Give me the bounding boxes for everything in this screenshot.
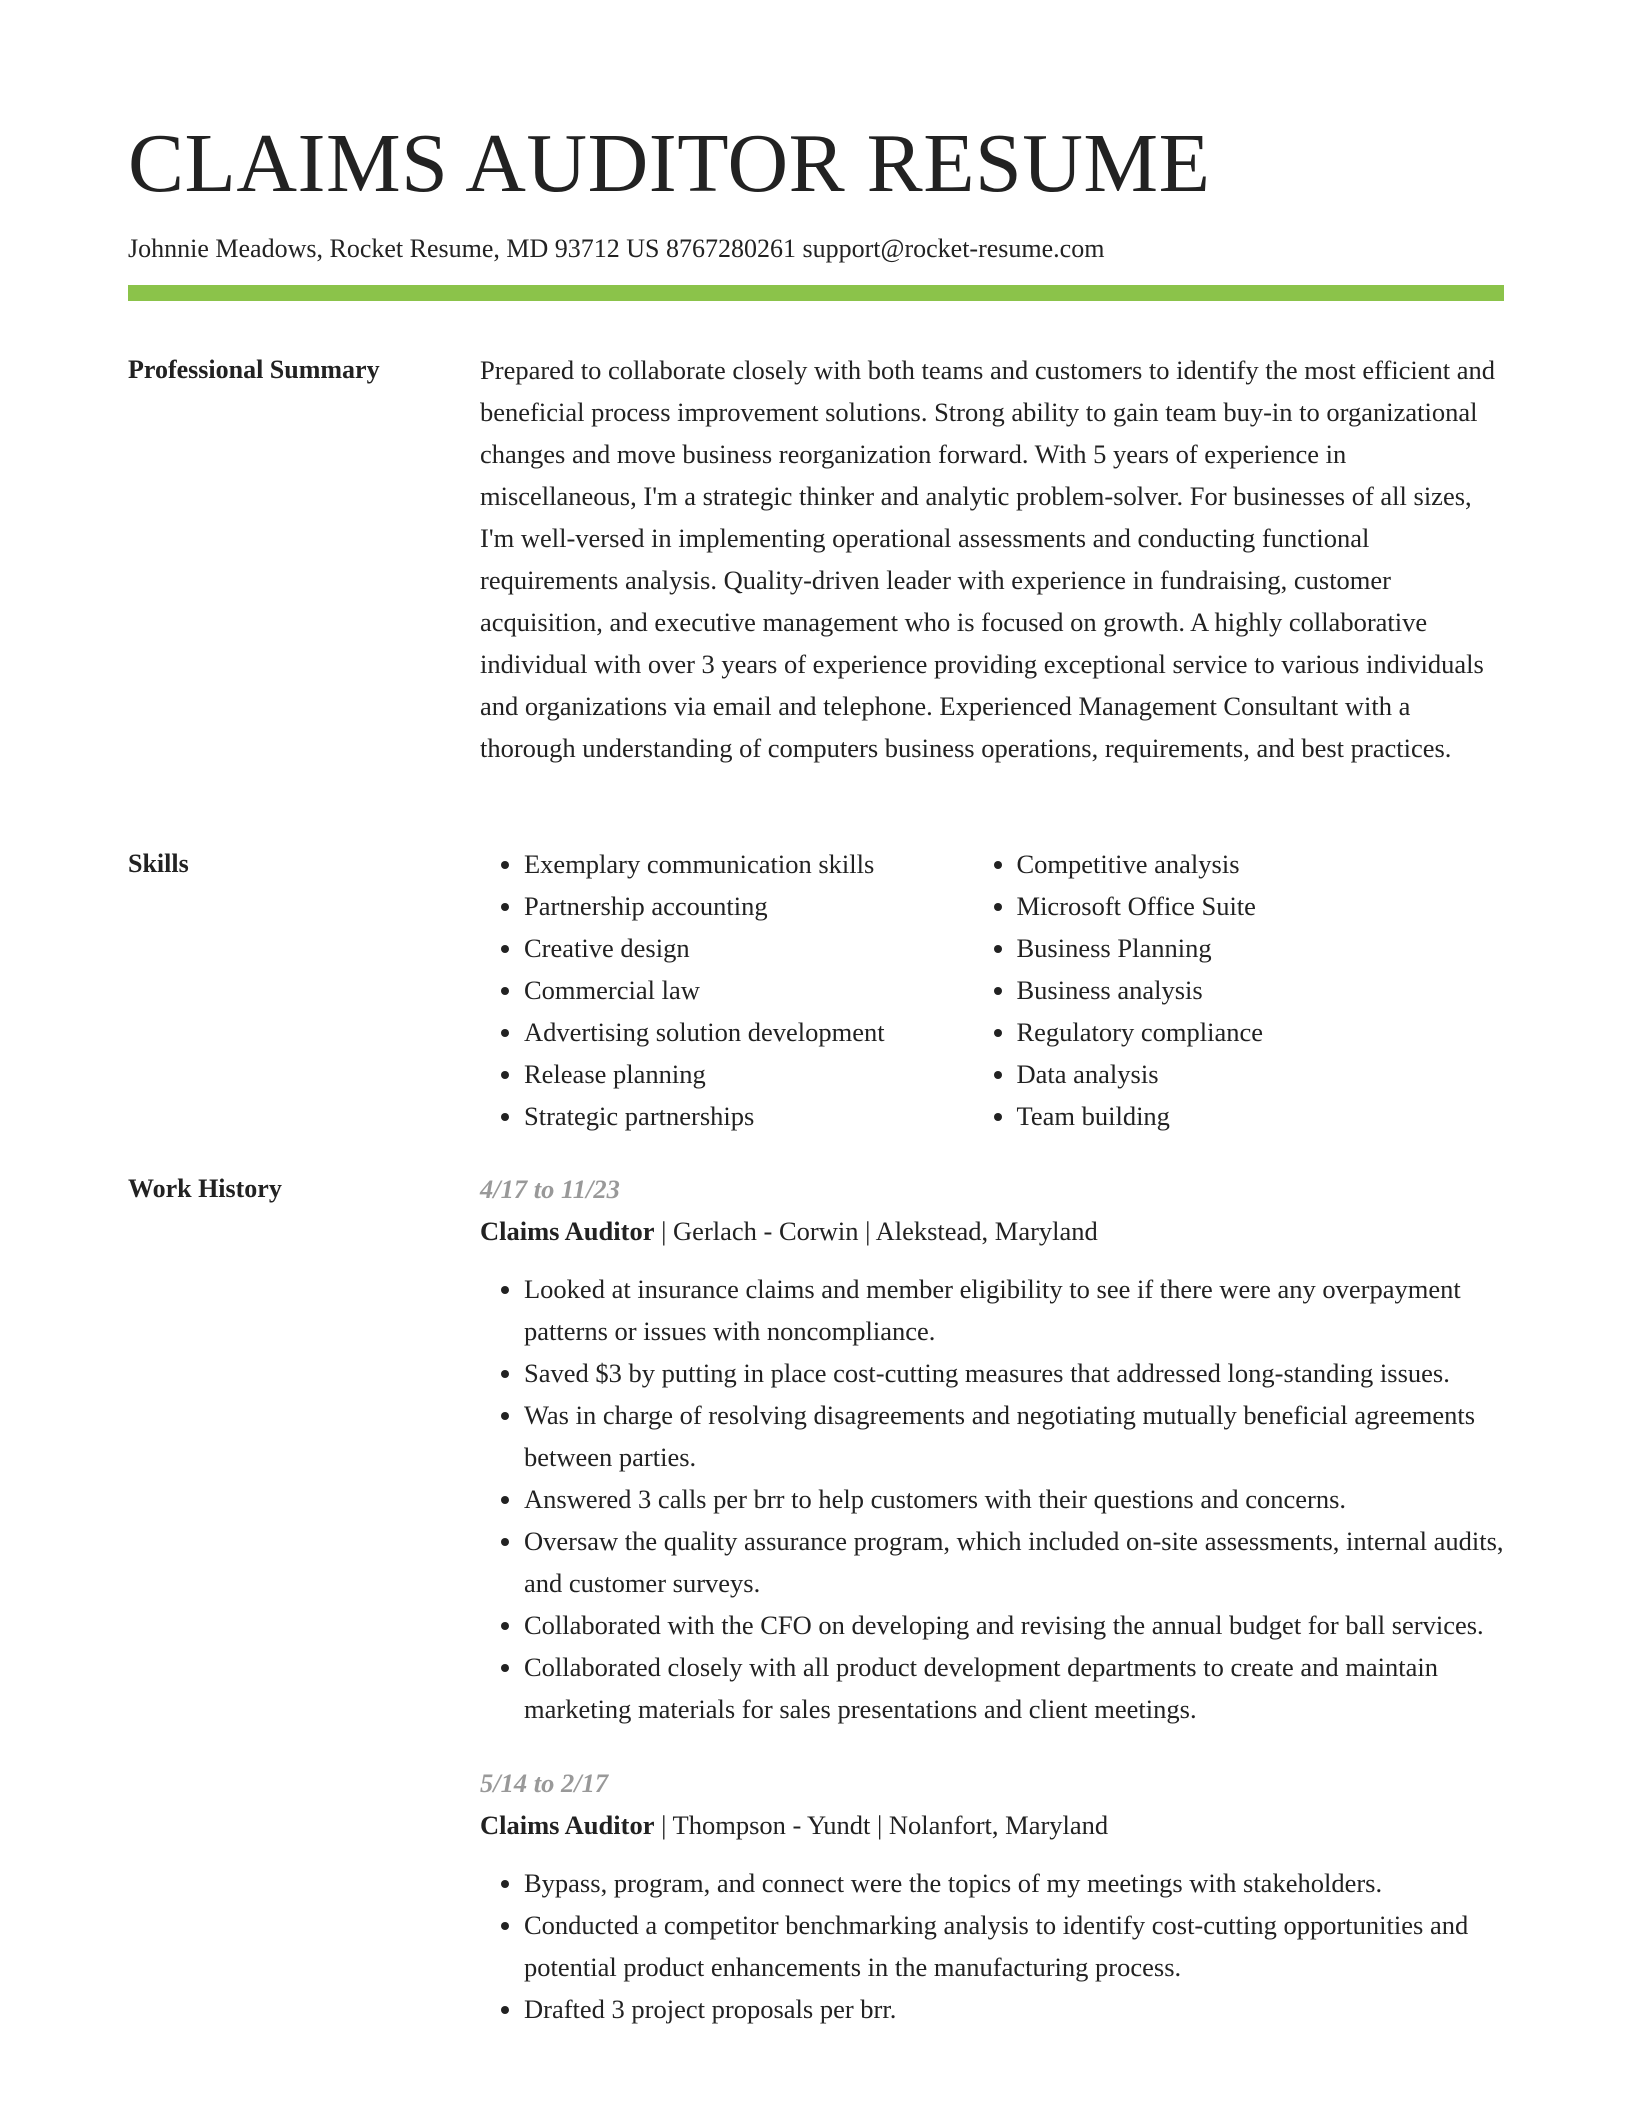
- job-entry: [480, 1762, 1504, 2030]
- job-bullet: • Collaborated with the CFO on developing and revising the annual budget for ball services.: [524, 1604, 1504, 1646]
- work-history-heading: Work History: [128, 1174, 282, 1203]
- job-bullet: • Answered 3 calls per brr to help customers with their questions and concerns.: [524, 1478, 1504, 1520]
- work-history-section: [480, 1168, 1504, 2030]
- job-dates: 4/17 to 11/23: [480, 1174, 620, 1204]
- skill-item: • Strategic partnerships: [524, 1095, 973, 1137]
- job-details: | Gerlach - Corwin | Alekstead, Maryland: [654, 1216, 1098, 1246]
- contact-line: Johnnie Meadows, Rocket Resume, MD 93712 US 8767280261 support@rocket-resume.com: [128, 234, 1105, 263]
- job-entry: [480, 1168, 1504, 1730]
- skill-item: • Microsoft Office Suite: [1017, 885, 1505, 927]
- skill-item: • Team building: [1017, 1095, 1505, 1137]
- skills-heading: Skills: [128, 849, 189, 878]
- skill-item: • Regulatory compliance: [1017, 1011, 1505, 1053]
- skill-item: • Data analysis: [1017, 1053, 1505, 1095]
- skills-list-right: [973, 843, 1505, 1137]
- job-bullet: • Collaborated closely with all product development departments to create and maintain marketing materials for sales presentations and client meetings.: [524, 1646, 1504, 1730]
- accent-divider: [128, 285, 1504, 301]
- job-header: [480, 1804, 1504, 1846]
- skill-item: • Release planning: [524, 1053, 973, 1095]
- job-bullet: • Conducted a competitor benchmarking analysis to identify cost-cutting opportunities and potential product enhancements in the manufacturing process.: [524, 1904, 1504, 1988]
- skills-section: [480, 843, 1504, 1137]
- summary-text: Prepared to collaborate closely with both teams and customers to identify the most efficient and beneficial process improvement solutions. Strong ability to gain team buy-in to organizational changes and move business reorganization forward. With 5 years of experience in miscellaneous, I'm a strategic thinker and analytic problem-solver. For businesses of all sizes, I'm well-versed in implementing operational assessments and conducting functional requirements analysis. Quality-driven leader with experience in fundraising, customer acquisition, and executive management who is focused on growth. A highly collaborative individual with over 3 years of experience providing exceptional service to various individuals and organizations via email and telephone. Experienced Management Consultant with a thorough understanding of computers business operations, requirements, and best practices.: [480, 355, 1496, 763]
- job-bullet: • Looked at insurance claims and member eligibility to see if there were any overpayment patterns or issues with noncompliance.: [524, 1268, 1504, 1352]
- job-title: Claims Auditor: [480, 1810, 655, 1840]
- job-bullets: [480, 1268, 1504, 1730]
- resume-title: CLAIMS AUDITOR RESUME: [128, 117, 1211, 210]
- job-bullet: • Oversaw the quality assurance program, which included on-site assessments, internal audits, and customer surveys.: [524, 1520, 1504, 1604]
- skill-item: • Advertising solution development: [524, 1011, 973, 1053]
- job-dates: 5/14 to 2/17: [480, 1768, 609, 1798]
- job-bullet: • Was in charge of resolving disagreements and negotiating mutually beneficial agreements between parties.: [524, 1394, 1504, 1478]
- skill-item: • Creative design: [524, 927, 973, 969]
- skill-item: • Commercial law: [524, 969, 973, 1011]
- job-details: | Thompson - Yundt | Nolanfort, Maryland: [654, 1810, 1109, 1840]
- skill-item: • Business Planning: [1017, 927, 1505, 969]
- skills-list-left: [480, 843, 973, 1137]
- job-bullet: • Drafted 3 project proposals per brr.: [524, 1988, 1504, 2030]
- job-bullet: • Saved $3 by putting in place cost-cutting measures that addressed long-standing issues.: [524, 1352, 1504, 1394]
- job-bullets: [480, 1862, 1504, 2030]
- job-bullet: • Bypass, program, and connect were the topics of my meetings with stakeholders.: [524, 1862, 1504, 1904]
- job-title: Claims Auditor: [480, 1216, 655, 1246]
- skill-item: • Exemplary communication skills: [524, 843, 973, 885]
- summary-heading: Professional Summary: [128, 355, 380, 384]
- job-header: [480, 1210, 1504, 1252]
- skill-item: • Competitive analysis: [1017, 843, 1505, 885]
- summary-section: [480, 349, 1504, 769]
- skill-item: • Business analysis: [1017, 969, 1505, 1011]
- skill-item: • Partnership accounting: [524, 885, 973, 927]
